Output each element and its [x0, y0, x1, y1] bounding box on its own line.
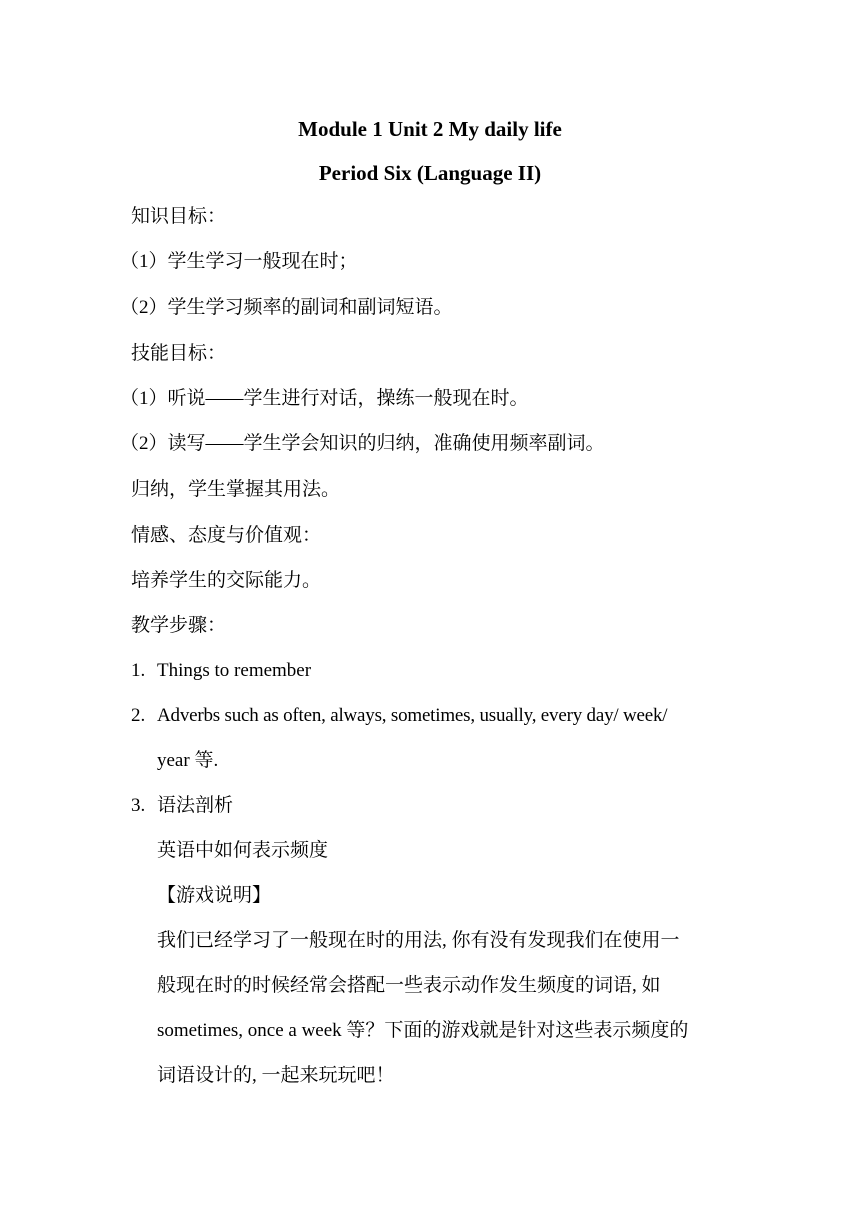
- knowledge-item: （2）学生学习频率的副词和副词短语。: [120, 297, 453, 318]
- step-number: 3.: [131, 795, 146, 816]
- game-paragraph-line: 般现在时的时候经常会搭配一些表示动作发生频度的词语, 如: [157, 975, 661, 996]
- step-text-continuation: year 等.: [157, 750, 219, 771]
- steps-heading: 教学步骤：: [131, 615, 227, 636]
- skill-tail-text: 归纳，学生掌握其用法。: [131, 479, 341, 500]
- grammar-subheading: 英语中如何表示频度: [157, 840, 329, 861]
- step-text: 语法剖析: [157, 795, 234, 816]
- game-heading: 【游戏说明】: [157, 885, 272, 906]
- document-title: Module 1 Unit 2 My daily life: [298, 117, 562, 141]
- document-subtitle: Period Six (Language II): [318, 161, 542, 185]
- knowledge-heading: 知识目标：: [131, 206, 227, 227]
- step-text: Adverbs such as often, always, sometimes, usually, every day/ week/: [157, 705, 668, 726]
- step-number: 1.: [131, 660, 146, 681]
- emotion-heading: 情感、态度与价值观：: [131, 525, 322, 546]
- step-text: Things to remember: [157, 660, 312, 681]
- game-paragraph-line: sometimes, once a week 等？下面的游戏就是针对这些表示频度的: [157, 1020, 689, 1041]
- skill-item: （2）读写——学生学会知识的归纳，准确使用频率副词。: [120, 433, 605, 454]
- knowledge-item: （1）学生学习一般现在时；: [120, 251, 358, 272]
- game-paragraph-line: 词语设计的, 一起来玩玩吧！: [157, 1065, 395, 1086]
- skill-item: （1）听说——学生进行对话，操练一般现在时。: [120, 388, 529, 409]
- step-number: 2.: [131, 705, 146, 726]
- skill-heading: 技能目标：: [131, 343, 227, 364]
- emotion-text: 培养学生的交际能力。: [131, 570, 322, 591]
- game-paragraph-line: 我们已经学习了一般现在时的用法, 你有没有发现我们在使用一: [157, 930, 680, 951]
